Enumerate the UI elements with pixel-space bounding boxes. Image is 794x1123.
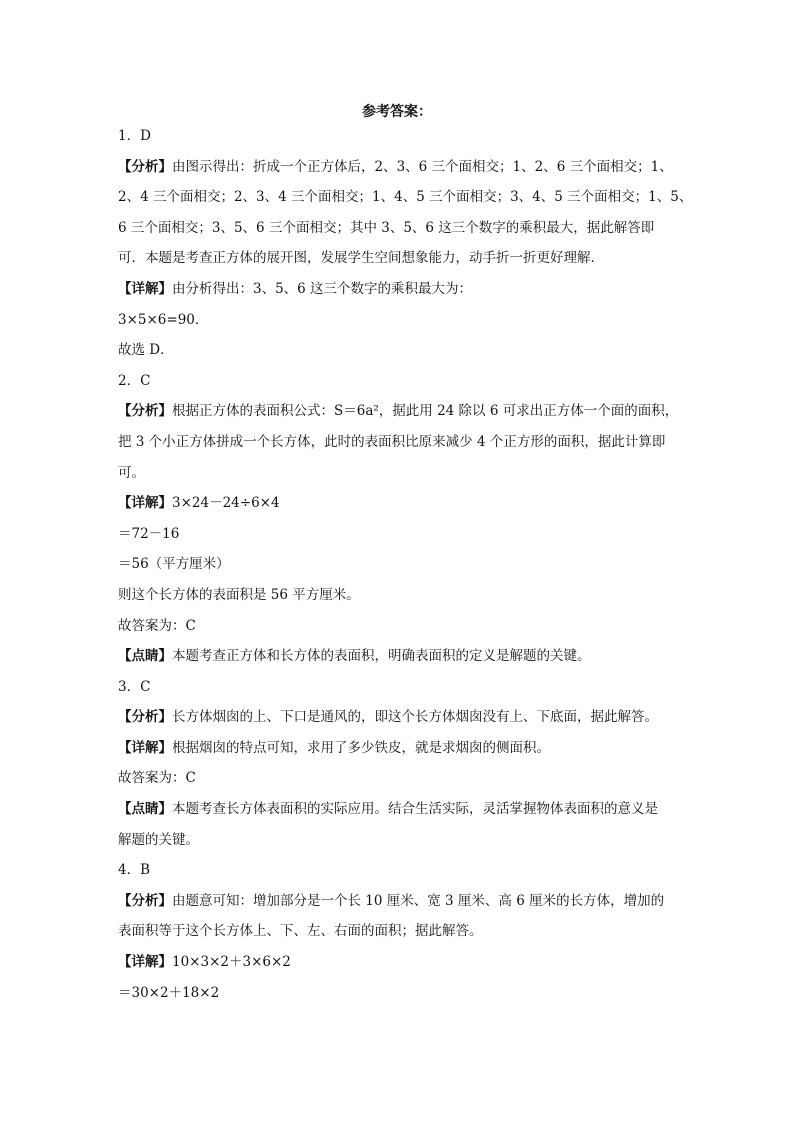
- q2-detail-text: 3×24－24÷6×4: [172, 495, 280, 512]
- detail-tag: 【详解】: [118, 954, 172, 971]
- q3-detail-line: [118, 733, 678, 764]
- analysis-tag: 【分析】: [118, 403, 172, 420]
- q3-number: 3．C: [118, 678, 151, 695]
- q3-analysis-text: 长方体烟囱的上、下口是通风的，即这个长方体烟囱没有上、下底面，据此解答。: [172, 709, 658, 726]
- detail-tag: 【详解】: [118, 280, 172, 297]
- q3-comment-line: [118, 794, 678, 825]
- q1-analysis-text: 由图示得出：折成一个正方体后，2、3、6 三个面相交；1、2、6 三个面相交；1、: [172, 158, 673, 175]
- q2-answer: 故答案为：C: [118, 617, 196, 634]
- q2-step: ＝72－16: [118, 525, 180, 542]
- detail-tag: 【详解】: [118, 739, 172, 756]
- q1-analysis-line: 6 三个面相交；3、5、6 三个面相交；其中 3、5、6 这三个数字的乘积最大，据此解答即: [118, 219, 655, 236]
- analysis-tag: 【分析】: [118, 158, 172, 175]
- q1-number: 1．D: [118, 128, 151, 144]
- page-title: 参考答案：: [362, 104, 432, 120]
- q4-detail-line: [118, 947, 678, 978]
- q4-detail-text: 10×3×2＋3×6×2: [172, 954, 291, 971]
- q1-detail-text: 由分析得出：3、5、6 这三个数字的乘积最大为：: [172, 280, 473, 297]
- q3-detail-text: 根据烟囱的特点可知，求用了多少铁皮，就是求烟囱的侧面积。: [172, 739, 550, 756]
- q3-comment-text: 本题考查长方体表面积的实际应用。结合生活实际，灵活掌握物体表面积的意义是: [172, 801, 658, 818]
- analysis-tag: 【分析】: [118, 892, 172, 909]
- comment-tag: 【点睛】: [118, 648, 172, 665]
- q4-number: 4．B: [118, 862, 151, 879]
- q3-analysis-line: [118, 702, 678, 733]
- q4-analysis-line: 表面积等于这个长方体上、下、左、右面的面积；据此解答。: [118, 923, 483, 940]
- q4-analysis-text: 由题意可知：增加部分是一个长 10 厘米、宽 3 厘米、高 6 厘米的长方体，增加的: [172, 892, 665, 909]
- q2-analysis-text: 根据正方体的表面积公式：S＝6a²，据此用 24 除以 6 可求出正方体一个面的面积，: [172, 403, 679, 420]
- q3-answer: 故答案为：C: [118, 770, 196, 787]
- q2-analysis-line: [118, 396, 678, 427]
- q2-analysis-line: 把 3 个小正方体拼成一个长方体，此时的表面积比原来减少 4 个正方形的面积，据此计算即: [118, 433, 666, 450]
- analysis-tag: 【分析】: [118, 709, 172, 726]
- q4-step: ＝30×2＋18×2: [118, 984, 220, 1001]
- comment-tag: 【点睛】: [118, 801, 172, 818]
- q2-comment-text: 本题考查正方体和长方体的表面积，明确表面积的定义是解题的关键。: [172, 648, 591, 665]
- answer-content: [118, 121, 693, 1008]
- q2-step: ＝56（平方厘米）: [118, 556, 230, 573]
- q2-comment-line: [118, 641, 678, 672]
- q1-analysis-line: 可．本题是考查正方体的展开图，发展学生空间想象能力，动手折一折更好理解．: [118, 250, 604, 267]
- q1-detail-line: [118, 274, 678, 305]
- detail-tag: 【详解】: [118, 495, 172, 512]
- q3-comment-line: 解题的关键。: [118, 831, 199, 848]
- q2-analysis-line: 可。: [118, 464, 145, 481]
- q2-number: 2．C: [118, 372, 151, 389]
- q1-answer: 故选 D．: [118, 342, 174, 359]
- q2-conclusion: 则这个长方体的表面积是 56 平方厘米。: [118, 586, 360, 603]
- q4-analysis-line: [118, 886, 678, 917]
- q1-analysis-line: 2、4 三个面相交；2、3、4 三个面相交；1、4、5 三个面相交；3、4、5 三个面相交；1、5、: [118, 189, 693, 206]
- q1-calc: 3×5×6=90．: [118, 311, 209, 328]
- q2-detail-line: [118, 488, 678, 519]
- q1-analysis-line: [118, 152, 678, 183]
